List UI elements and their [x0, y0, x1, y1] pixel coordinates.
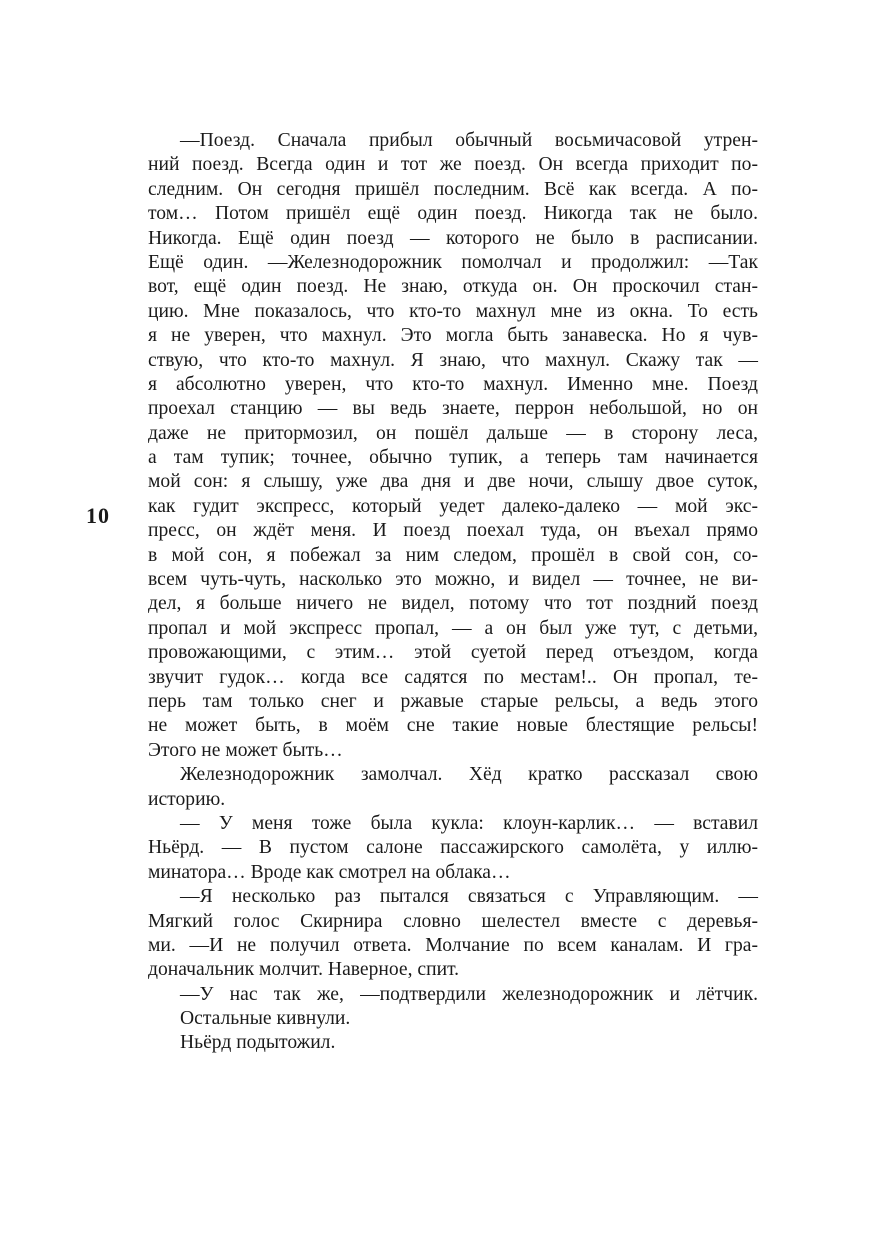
text-line: доначальник молчит. Наверное, спит. — [148, 959, 460, 981]
text-line: —У нас так же, —подтвердили железнодорожник и лётчик. — [180, 983, 758, 1005]
text-line: провожающими, с этим… этой суетой перед отъездом, когда — [148, 642, 758, 664]
text-line: Никогда. Ещё один поезд — которого не было в расписании. — [148, 227, 758, 249]
text-line: звучит гудок… когда все садятся по местам!.. Он пропал, те- — [148, 666, 758, 688]
text-line: —Поезд. Сначала прибыл обычный восьмичасовой утрен- — [180, 130, 758, 151]
text-line: даже не притормозил, он пошёл дальше — в сторону леса, — [148, 422, 758, 444]
text-line: дел, я больше ничего не видел, потому что тот поздний поезд — [148, 593, 758, 615]
text-line: Железнодорожник замолчал. Хёд кратко рассказал свою — [180, 764, 758, 786]
text-line: Мягкий голос Скирнира словно шелестел вместе с деревья- — [148, 910, 758, 932]
text-line: цию. Мне показалось, что кто-то махнул мне из окна. То есть — [148, 300, 758, 322]
body-text — [148, 129, 758, 1056]
text-line: мой сон: я слышу, уже два дня и две ночи, слышу двое суток, — [148, 471, 758, 493]
text-line: не может быть, в моём сне такие новые блестящие рельсы! — [148, 715, 758, 737]
page-number: 10 — [86, 503, 110, 528]
text-line: Ньёрд подытожил. — [180, 1032, 336, 1054]
text-line: — У меня тоже была кукла: клоун-карлик… — вставил — [180, 812, 758, 834]
text-line: историю. — [148, 788, 226, 810]
text-line: минатора… Вроде как смотрел на облака… — [148, 861, 511, 883]
text-line: как гудит экспресс, который уедет далеко-далеко — мой экс- — [148, 495, 758, 517]
text-line: пресс, он ждёт меня. И поезд поехал туда, он въехал прямо — [148, 520, 758, 542]
text-line: следним. Он сегодня пришёл последним. Всё как всегда. А по- — [148, 178, 758, 200]
text-line: Ещё один. —Железнодорожник помолчал и продолжил: —Так — [148, 251, 758, 273]
text-line: том… Потом пришёл ещё один поезд. Никогда так не было. — [148, 203, 758, 225]
text-line: Ньёрд. — В пустом салоне пассажирского самолёта, у иллю- — [148, 837, 758, 859]
text-line: ствую, что кто-то махнул. Я знаю, что махнул. Скажу так — — [148, 349, 758, 371]
text-line: Остальные кивнули. — [180, 1008, 351, 1030]
text-line: всем чуть-чуть, насколько это можно, и видел — точнее, не ви- — [148, 569, 758, 591]
text-line: ний поезд. Всегда один и тот же поезд. Он всегда приходит по- — [148, 154, 758, 176]
text-line: перь там только снег и ржавые старые рельсы, а ведь этого — [148, 690, 758, 712]
text-line: я не уверен, что махнул. Это могла быть занавеска. Но я чув- — [148, 325, 758, 347]
text-line: пропал и мой экспресс пропал, — а он был уже тут, с детьми, — [148, 617, 758, 639]
text-line: вот, ещё один поезд. Не знаю, откуда он. Он проскочил стан- — [148, 276, 758, 298]
text-line: а там тупик; точнее, обычно тупик, а теперь там начинается — [148, 447, 758, 469]
text-line: —Я несколько раз пытался связаться с Управляющим. — — [180, 886, 758, 908]
text-line: ми. —И не получил ответа. Молчание по всем каналам. И гра- — [148, 934, 758, 956]
text-line: я абсолютно уверен, что кто-то махнул. Именно мне. Поезд — [148, 373, 758, 395]
text-line: проехал станцию — вы ведь знаете, перрон небольшой, но он — [148, 398, 758, 420]
text-line: в мой сон, я побежал за ним следом, прошёл в свой сон, со- — [148, 544, 758, 566]
text-line: Этого не может быть… — [148, 739, 343, 761]
